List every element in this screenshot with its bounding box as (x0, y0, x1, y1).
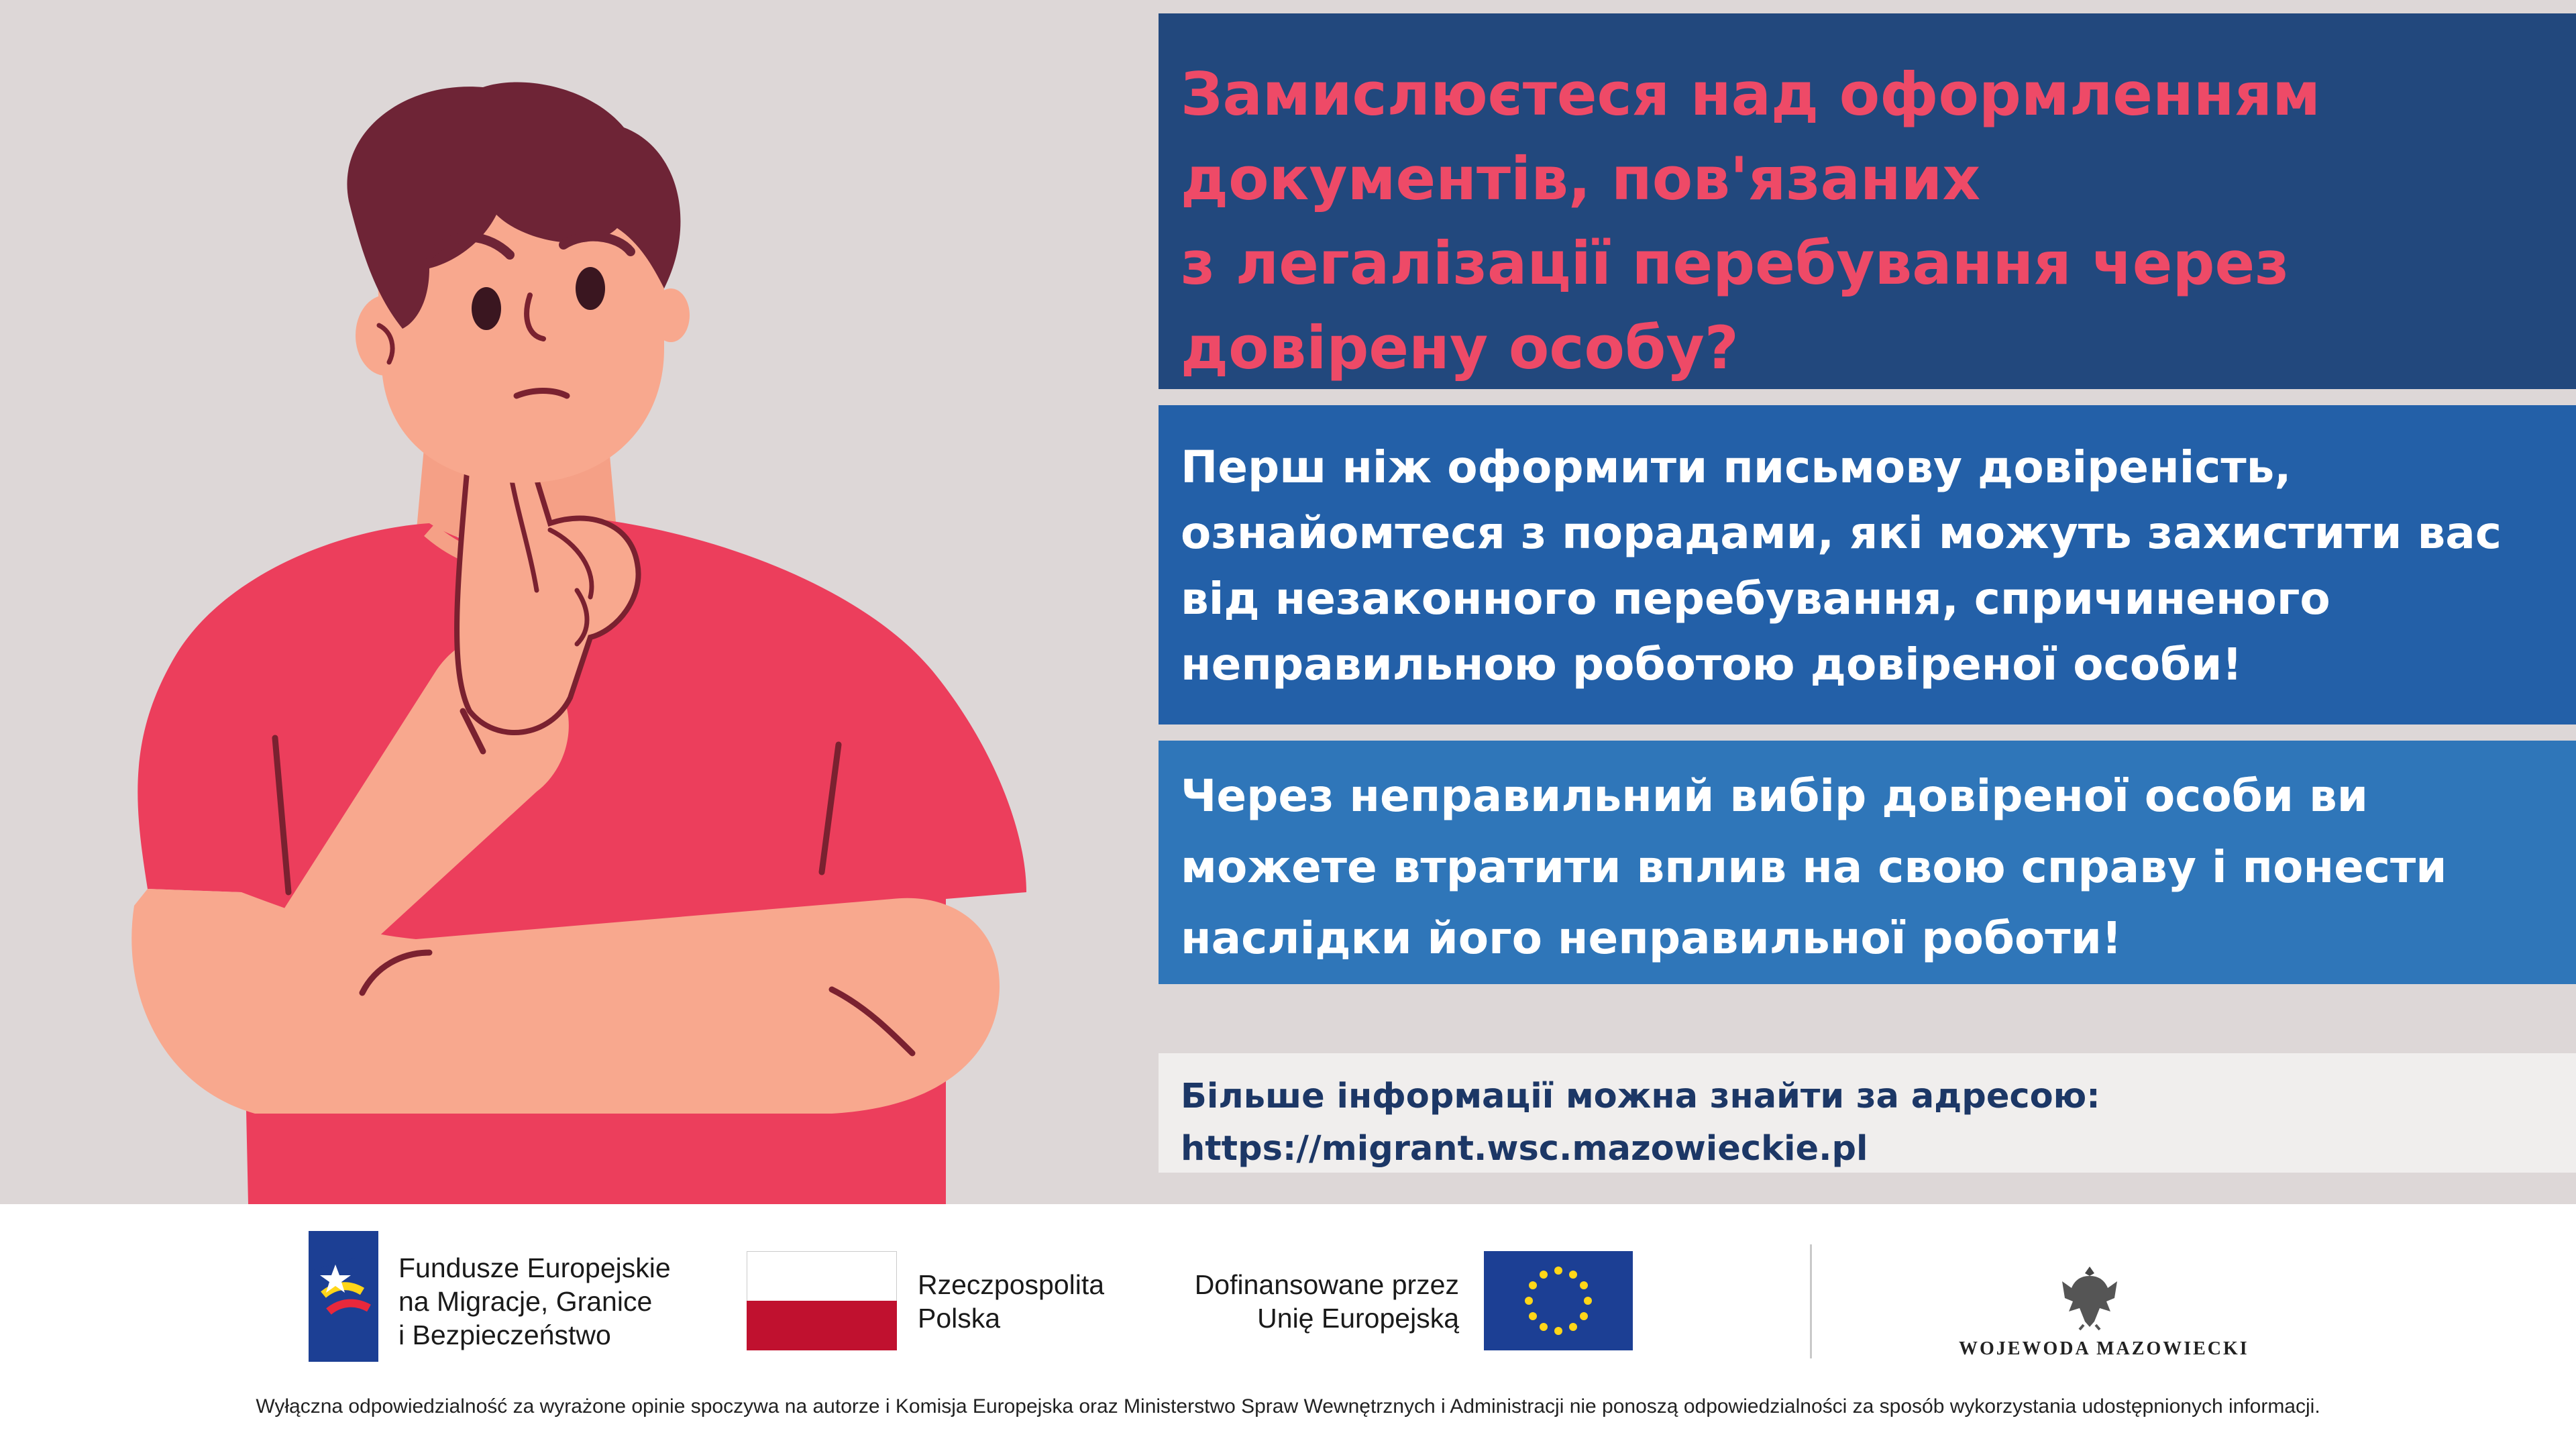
disclaimer-text: Wyłączna odpowiedzialność za wyrażone opinie spoczywa na autorze i Komisja Europejska oraz Ministerstwo Spraw Wewnętrznych i Administracji nie ponoszą odpowiedzialności za sposób wykorzystania udostępnionych informacji. (256, 1395, 2320, 1417)
advice-panel (1159, 405, 2576, 724)
headline-line: Замислюєтеся над оформленням (1181, 60, 2321, 129)
thinking-man-illustration (0, 0, 1140, 1204)
info-label: Більше інформації можна знайти за адресою: (1181, 1077, 2100, 1116)
advice-line: ознайомтеся з порадами, які можуть захистити вас (1181, 507, 2502, 559)
fund-line: i Bezpieczeństwo (398, 1320, 611, 1350)
advice-line: неправильною роботою довіреної особи! (1181, 639, 2243, 690)
eu-text (1177, 1268, 1459, 1335)
eu-line: Unię Europejską (1257, 1303, 1459, 1334)
info-url-link[interactable]: https://migrant.wsc.mazowieckie.pl (1181, 1129, 1868, 1169)
eagle-emblem-icon (2059, 1261, 2120, 1332)
wojewoda-label: WOJEWODA MAZOWIECKI (1959, 1338, 2249, 1359)
footer (0, 1204, 2576, 1449)
fund-logo-icon (309, 1231, 378, 1362)
poland-line: Polska (918, 1303, 1001, 1334)
warning-line: Через неправильний вибір довіреної особи ви (1181, 770, 2368, 822)
eu-flag-icon (1484, 1251, 1633, 1350)
warning-line: наслідки його неправильної роботи! (1181, 912, 2122, 964)
poland-flag-icon (747, 1251, 897, 1350)
warning-line: можете втратити вплив на свою справу і понести (1181, 841, 2447, 893)
footer-divider (1810, 1244, 1812, 1358)
fund-logo-text (398, 1251, 671, 1352)
poland-line: Rzeczpospolita (918, 1269, 1105, 1300)
headline-line: довірену особу? (1181, 313, 1739, 382)
advice-line: від незаконного перебування, спричиненого (1181, 573, 2330, 625)
advice-line: Перш ніж оформити письмову довіреність, (1181, 441, 2292, 493)
eu-line: Dofinansowane przez (1194, 1269, 1459, 1300)
fund-line: Fundusze Europejskie (398, 1252, 671, 1283)
warning-panel (1159, 741, 2576, 984)
headline-line: з легалізації перебування через (1181, 229, 2290, 298)
fund-line: na Migracje, Granice (398, 1286, 653, 1317)
info-panel (1159, 1053, 2576, 1173)
poland-text (918, 1268, 1104, 1335)
headline-panel (1159, 13, 2576, 389)
headline-line: документів, пов'язаних (1181, 144, 1981, 213)
